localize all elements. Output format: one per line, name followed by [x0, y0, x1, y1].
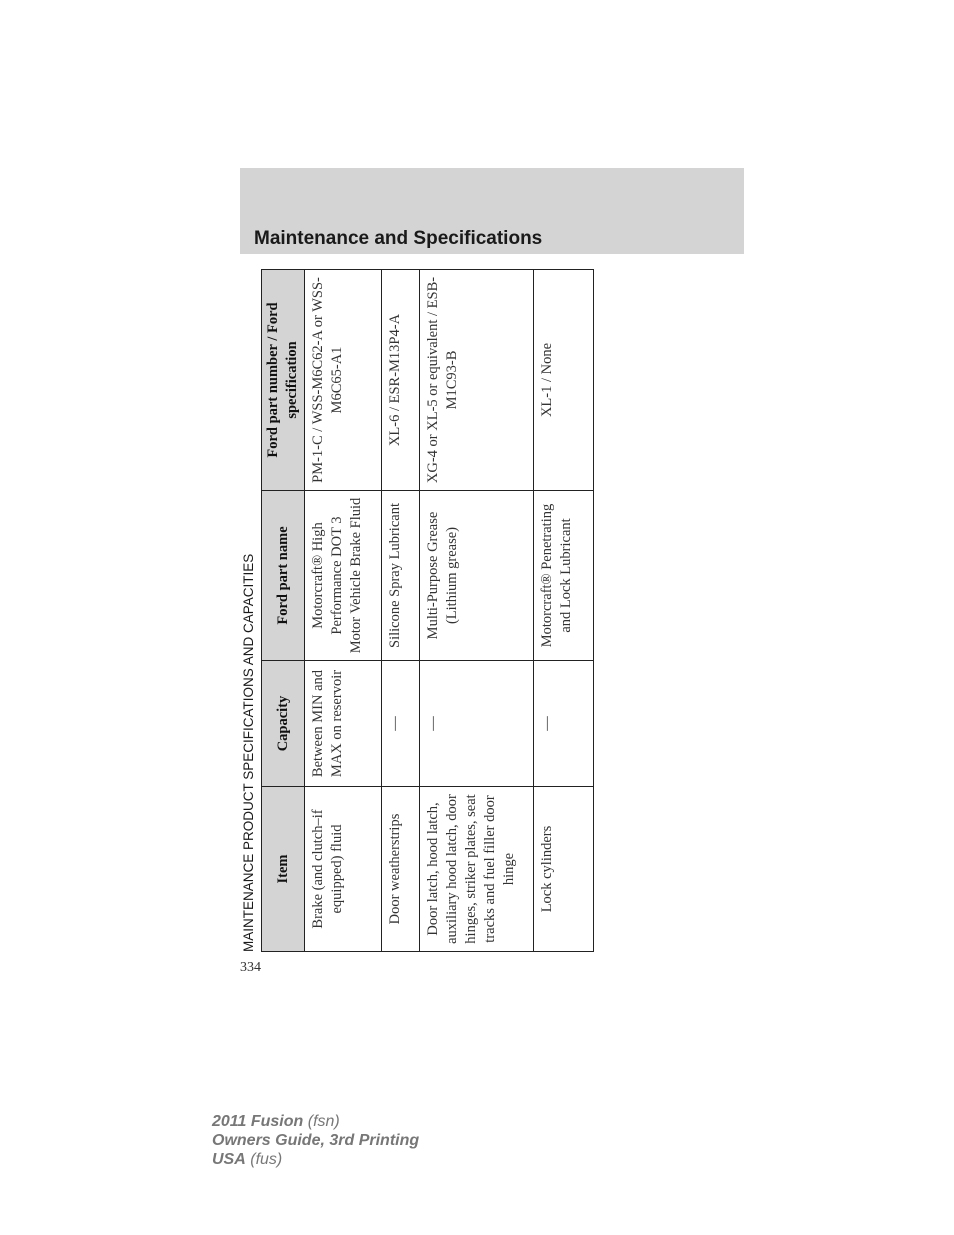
footer-line-3 — [212, 1150, 419, 1169]
cell-part-name: Motorcraft® High Performance DOT 3 Motor Vehicle Brake Fluid — [305, 491, 382, 661]
section-title: Maintenance and Specifications — [254, 228, 543, 249]
cell-part-name: Silicone Spray Lubricant — [382, 491, 420, 661]
column-header-item: Item — [262, 787, 305, 952]
spec-table — [261, 269, 594, 952]
cell-item: Lock cylinders — [534, 787, 594, 952]
cell-item: Door weatherstrips — [382, 787, 420, 952]
cell-part-name: Motorcraft® Penetrating and Lock Lubricant — [534, 491, 594, 661]
cell-item: Door latch, hood latch, auxiliary hood latch, door hinges, striker plates, seat tracks and fuel filler door hinge — [420, 787, 534, 952]
column-header-capacity: Capacity — [262, 661, 305, 787]
section-header-band — [240, 168, 744, 254]
rotated-content — [238, 268, 590, 952]
cell-capacity: Between MIN and MAX on reservoir — [305, 661, 382, 787]
footer — [212, 1112, 419, 1169]
cell-part-number: XL-6 / ESR-M13P4-A — [382, 270, 420, 491]
cell-part-number: XG-4 or XL-5 or equivalent / ESB-M1C93-B — [420, 270, 534, 491]
footer-line-1 — [212, 1112, 419, 1131]
footer-line-2: Owners Guide, 3rd Printing — [212, 1132, 420, 1149]
table-heading: MAINTENANCE PRODUCT SPECIFICATIONS AND CAPACITIES — [241, 553, 256, 952]
table-row — [534, 270, 594, 952]
footer-model-code: (fsn) — [307, 1113, 340, 1130]
footer-market: USA — [212, 1151, 246, 1168]
cell-part-number: XL-1 / None — [534, 270, 594, 491]
column-header-part-name: Ford part name — [262, 491, 305, 661]
page-number: 334 — [240, 960, 261, 975]
footer-model: 2011 Fusion — [212, 1113, 304, 1130]
column-header-part-number: Ford part number / Ford specification — [262, 270, 305, 491]
cell-item: Brake (and clutch–if equipped) fluid — [305, 787, 382, 952]
cell-capacity: — — [534, 661, 594, 787]
cell-capacity: — — [382, 661, 420, 787]
cell-part-name: Multi-Purpose Grease (Lithium grease) — [420, 491, 534, 661]
table-row — [305, 270, 382, 952]
rotated-table-container — [238, 268, 590, 952]
table-row — [420, 270, 534, 952]
table-header-row — [262, 270, 305, 952]
cell-part-number: PM-1-C / WSS-M6C62-A or WSS-M6C65-A1 — [305, 270, 382, 491]
table-row — [382, 270, 420, 952]
cell-capacity: — — [420, 661, 534, 787]
footer-market-code: (fus) — [250, 1151, 283, 1168]
